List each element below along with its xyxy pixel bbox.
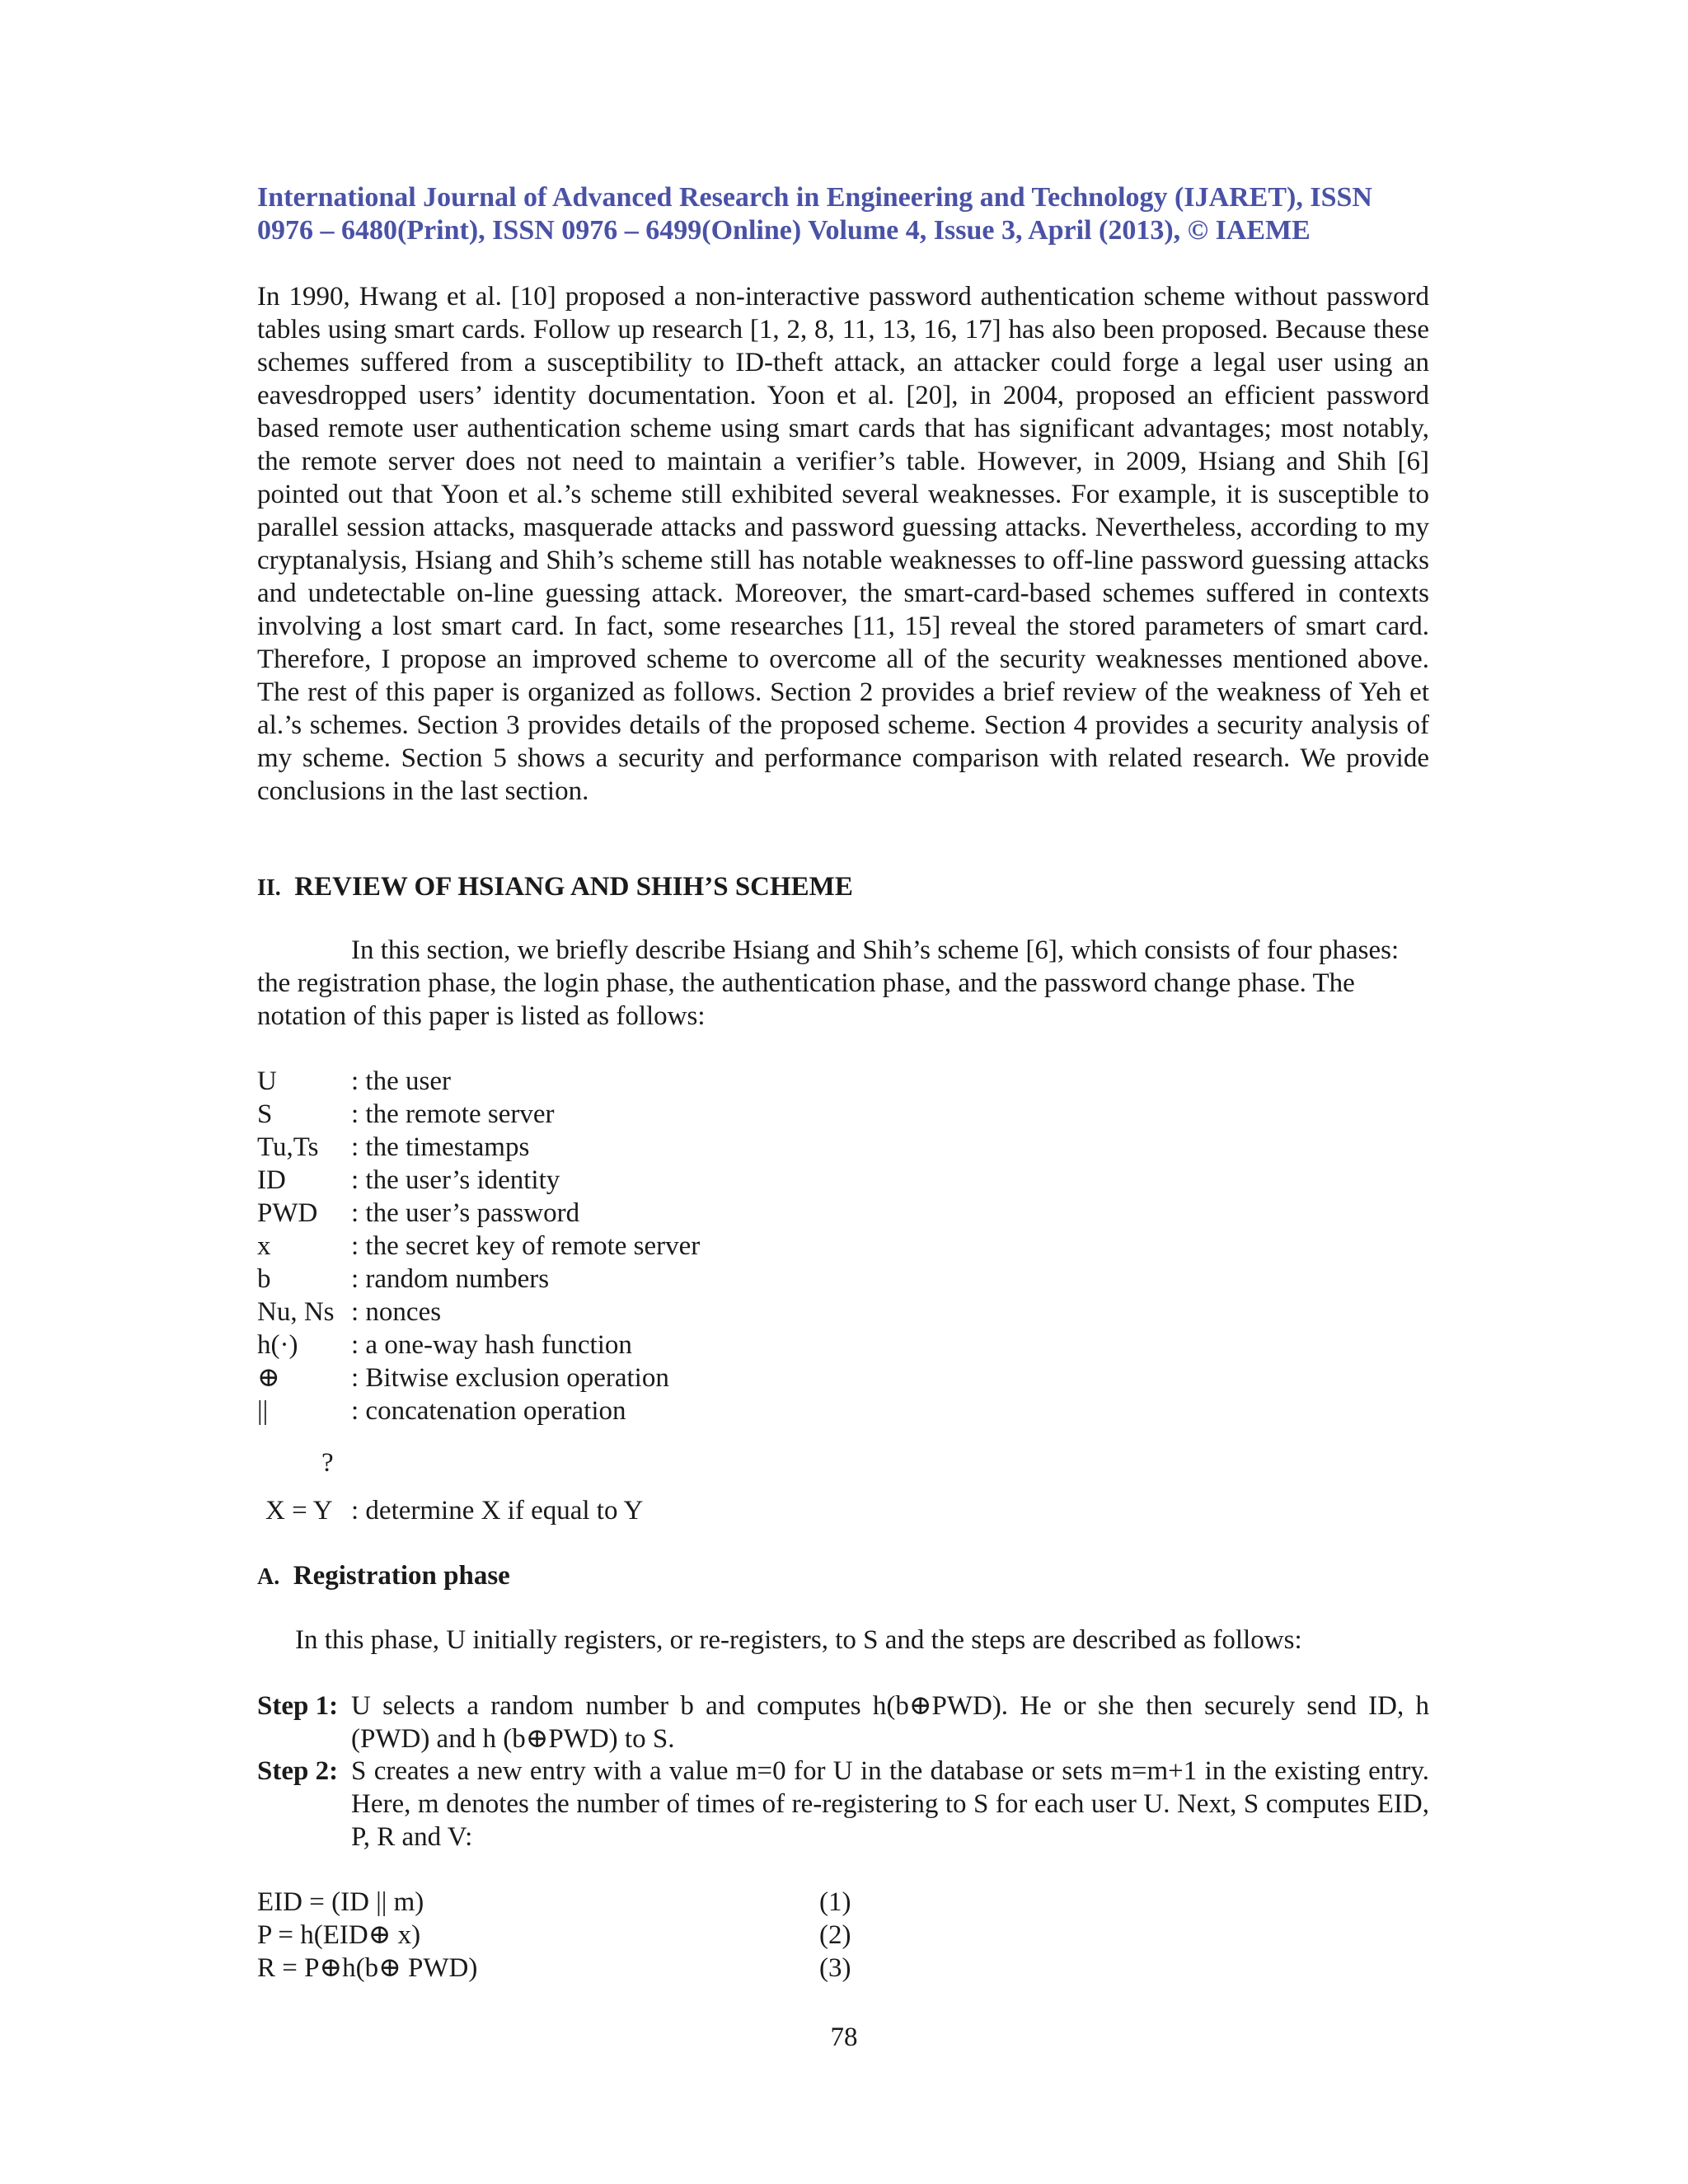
equation-number: (3) [819,1953,851,1983]
notation-definition: : the secret key of remote server [351,1231,701,1261]
journal-header-line-2: 0976 – 6480(Print), ISSN 0976 – 6499(Online) Volume 4, Issue 3, April (2013), © IAEME [257,215,1311,246]
section-2-title: REVIEW OF HSIANG AND SHIH’S SCHEME [294,872,853,902]
section-2-heading [257,870,853,905]
journal-header-line-1: International Journal of Advanced Research in Engineering and Technology (IJARET), ISSN [257,182,1372,213]
subsection-a-paragraph: In this phase, U initially registers, or re-registers, to S and the steps are described as follows: [295,1625,1302,1655]
notation-symbol: Tu,Ts [257,1132,319,1162]
notation-symbol: x [257,1231,271,1261]
equation-row [257,1886,851,1919]
notation-definition: : the user’s identity [351,1165,560,1195]
notation-definition: : nonces [351,1297,442,1327]
notation-symbol: PWD [257,1198,318,1228]
notation-definition: : the user [351,1066,451,1096]
notation-symbol: b [257,1264,271,1294]
notation-definition: : the user’s password [351,1198,580,1228]
equality-question-mark: ? [321,1448,334,1478]
equation-row [257,1952,851,1985]
notation-definition: : a one-way hash function [351,1330,632,1360]
notation-definition: : random numbers [351,1264,550,1294]
equation-number: (2) [819,1920,851,1950]
equation-row [257,1919,851,1952]
equality-symbol: X = Y [265,1496,333,1526]
equation-number: (1) [819,1887,851,1917]
section-2-number: II. [257,875,281,901]
notation-symbol: Nu, Ns [257,1297,335,1327]
equality-notation-row [265,1494,644,1527]
intro-paragraph: In 1990, Hwang et al. [10] proposed a non-interactive password authentication scheme without password tables using smart cards. Follow up research [1, 2, 8, 11, 13, 16, 17] has also been proposed. Because these schemes suffered from a susceptibility to ID-theft attack, an attacker could forge a legal user using an eavesdropped users’ identity documentation. Yoon et al. [20], in 2004, proposed an efficient password based remote user authentication scheme using smart cards that has significant advantages; most notably, the remote server does not need to maintain a verifier’s table. However, in 2009, Hsiang and Shih [6] pointed out that Yoon et al.’s scheme still exhibited several weaknesses. For example, it is susceptible to parallel session attacks, masquerade attacks and password guessing attacks. Nevertheless, according to my cryptanalysis, Hsiang and Shih’s scheme still has notable weaknesses to off-line password guessing attacks and undetectable on-line guessing attack. Moreover, the smart-card-based schemes suffered in contexts involving a lost smart card. In fact, some researches [11, 15] reveal the stored parameters of smart card. Therefore, I propose an improved scheme to overcome all of the security weaknesses mentioned above. The rest of this paper is organized as follows. Section 2 provides a brief review of the weakness of Yeh et al.’s schemes. Section 3 provides details of the proposed scheme. Section 4 provides a security analysis of my scheme. Section 5 shows a security and performance comparison with related research. We provide conclusions in the last section. [257,282,1429,806]
subsection-a-title: Registration phase [293,1561,510,1591]
notation-symbol: h(·) [257,1330,298,1360]
notation-symbol: ID [257,1165,286,1195]
notation-definition: : the remote server [351,1099,555,1129]
step-label: Step 1: [257,1691,339,1721]
xor-symbol: ⊕ [257,1363,280,1393]
notation-definition: : the timestamps [351,1132,530,1162]
step-label: Step 2: [257,1756,339,1786]
equation-expression: P = h(EID⊕ x) [257,1920,421,1950]
step-2 [257,1755,1429,1854]
notation-symbol: S [257,1099,273,1129]
equation-expression: R = P⊕h(b⊕ PWD) [257,1953,478,1983]
concat-symbol: || [257,1396,269,1426]
notation-definition: : concatenation operation [351,1396,626,1426]
journal-header [257,181,1429,247]
page-number: 78 [830,2022,858,2052]
step-text: S creates a new entry with a value m=0 for U in the database or sets m=m+1 in the existing entry. Here, m denotes the number of times of re-registering to S for each user U. Next, S computes EID, P, R and V: [351,1756,1429,1852]
notation-definition: : Bitwise exclusion operation [351,1363,669,1393]
step-text: U selects a random number b and computes h(b⊕PWD). He or she then securely send ID, h (PWD) and h (b⊕PWD) to S. [351,1691,1429,1754]
subsection-a-number: A. [257,1564,280,1590]
equality-definition: : determine X if equal to Y [351,1496,644,1526]
step-1 [257,1690,1429,1755]
subsection-a-heading [257,1559,510,1594]
section-2-paragraph: In this section, we briefly describe Hsiang and Shih’s scheme [6], which consists of four phases: the registration phase, the login phase, the authentication phase, and the password change phase. The notation of this paper is listed as follows: [257,935,1400,1031]
notation-symbol: U [257,1066,277,1096]
equation-expression: EID = (ID || m) [257,1887,424,1917]
